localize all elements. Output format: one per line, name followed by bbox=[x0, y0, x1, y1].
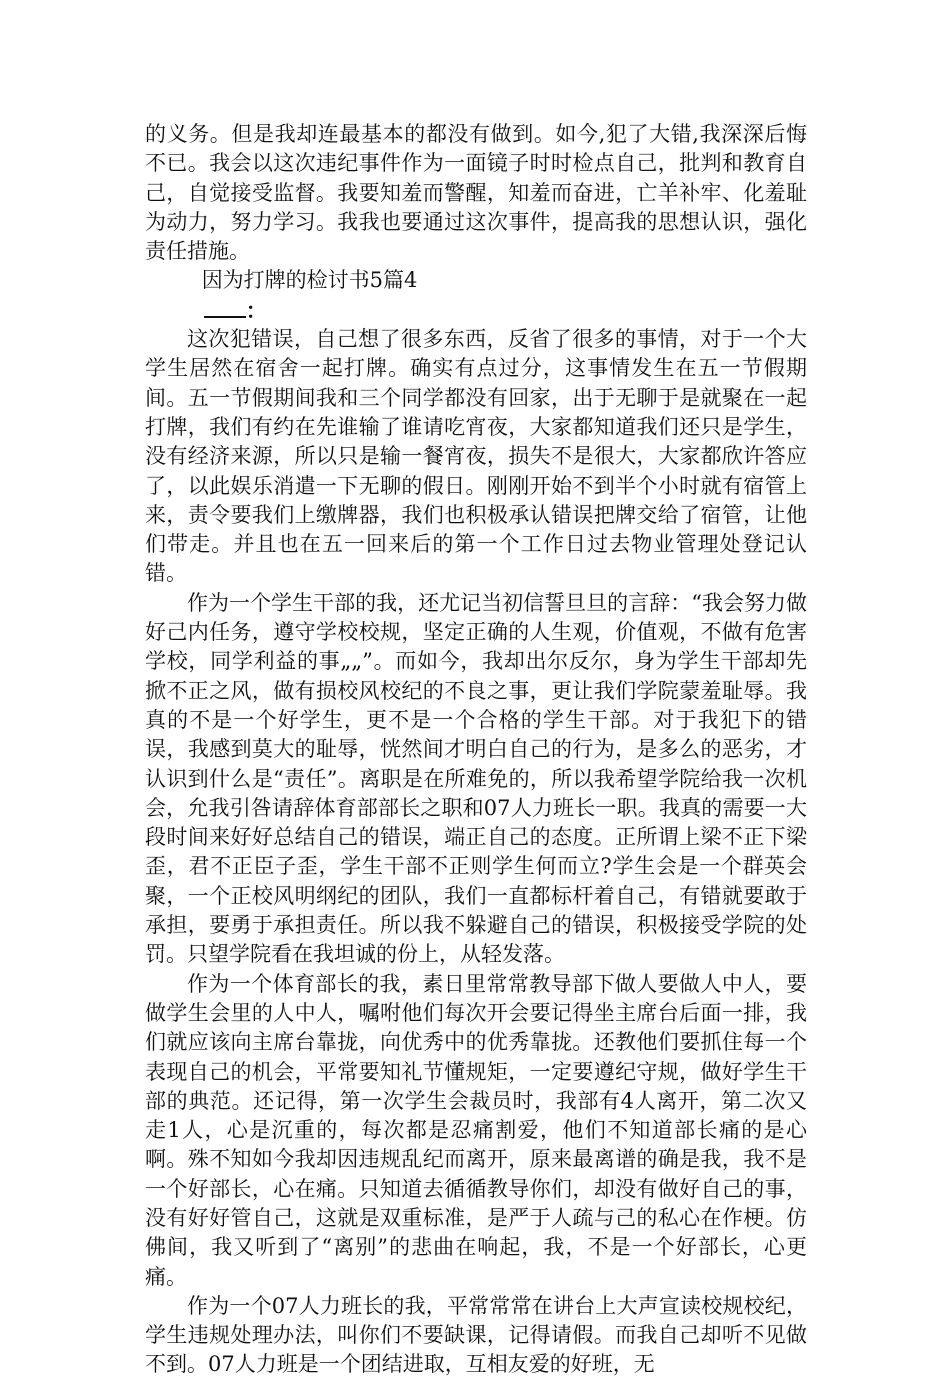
salutation-colon: ： bbox=[245, 297, 267, 323]
paragraph-2: 作为一个学生干部的我，还尤记当初信誓旦旦的言辞：“我会努力做好己内任务，遵守学校校规，坚定正确的人生观，价值观，不做有危害学校，同学利益的事„„”。而如今，我却出尔反尔，身为学生干部却先掀不正之风，做有损校风校纪的不良之事，更让我们学院蒙羞耻辱。我真的不是一个好学生，更不是一个合格的学生干部。对于我犯下的错误，我感到莫大的耻辱，恍然间才明白自己的行为，是多么的恶劣，才认识到什么是“责任”。离职是在所难免的，所以我希望学院给我一次机会，允我引咎请辞体育部部长之职和07人力班长一职。我真的需要一大段时间来好好总结自己的错误，端正自己的态度。正所谓上梁不正下梁歪，君不正臣子歪，学生干部不正则学生何而立?学生会是一个群英会聚，一个正校风明纲纪的团队，我们一直都标杆着自己，有错就要敢于承担，要勇于承担责任。所以我不躲避自己的错误，积极接受学院的处罚。只望学院看在我坦诚的份上，从轻发落。 bbox=[145, 590, 807, 967]
document-title: 因为打牌的检讨书5篇4 bbox=[201, 268, 418, 293]
paragraph-3: 作为一个体育部长的我，素日里常常教导部下做人要做人中人，要做学生会里的人中人，嘱咐他们每次开会要记得坐主席台后面一排，我们就应该向主席台靠拢，向优秀中的优秀靠拢。还教他们要抓住每一个表现自己的机会，平常要知礼节懂规矩，一定要遵纪守规，做好学生干部的典范。还记得，第一次学生会裁员时，我部有4人离开，第二次又走1人，心是沉重的，每次都是忍痛割爱，他们不知道部长痛的是心啊。殊不知如今我却因违规乱纪而离开，原来最离谱的确是我，我不是一个好部长，心在痛。只知道去循循教导你们，却没有做好自己的事，没有好好管自己，这就是双重标准，是严于人疏与己的私心在作梗。仿佛间，我又听到了“离别”的悲曲在响起，我，不是一个好部长，心更痛。 bbox=[145, 971, 807, 1289]
paragraph-1: 这次犯错误，自己想了很多东西，反省了很多的事情，对于一个大学生居然在宿舍一起打牌。确实有点过分，这事情发生在五一节假期间。五一节假期间我和三个同学都没有回家，出于无聊于是就聚在一起打牌，我们有约在先谁输了谁请吃宵夜，大家都知道我们还只是学生，没有经济来源，所以只是输一餐宵夜，损失不是很大，大家都欣许答应了，以此娱乐消遣一下无聊的假日。刚刚开始不到半个小时就有宿管上来，责令要我们上缴牌器，我们也积极承认错误把牌交给了宿管，让他们带走。并且也在五一回来后的第一个工作日过去物业管理处登记认错。 bbox=[145, 327, 807, 586]
salutation-line bbox=[145, 296, 807, 325]
paragraph-continuation: 的义务。但是我却连最基本的都没有做到。如今,犯了大错,我深深后悔不已。我会以这次违纪事件作为一面镜子时时检点自己，批判和教育自己，自觉接受监督。我要知羞而警醒，知羞而奋进，亡羊补牢、化羞耻为动力，努力学习。我我也要通过这次事件，提高我的思想认识，强化责任措施。 bbox=[145, 122, 807, 264]
document-page bbox=[145, 120, 807, 1380]
salutation-blank bbox=[204, 296, 246, 318]
paragraph-4: 作为一个07人力班长的我，平常常常在讲台上大声宣读校规校纪，学生违规处理办法，叫你们不要缺课，记得请假。而我自己却听不见做不到。07人力班是一个团结进取，互相友爱的好班，无 bbox=[145, 1293, 807, 1377]
